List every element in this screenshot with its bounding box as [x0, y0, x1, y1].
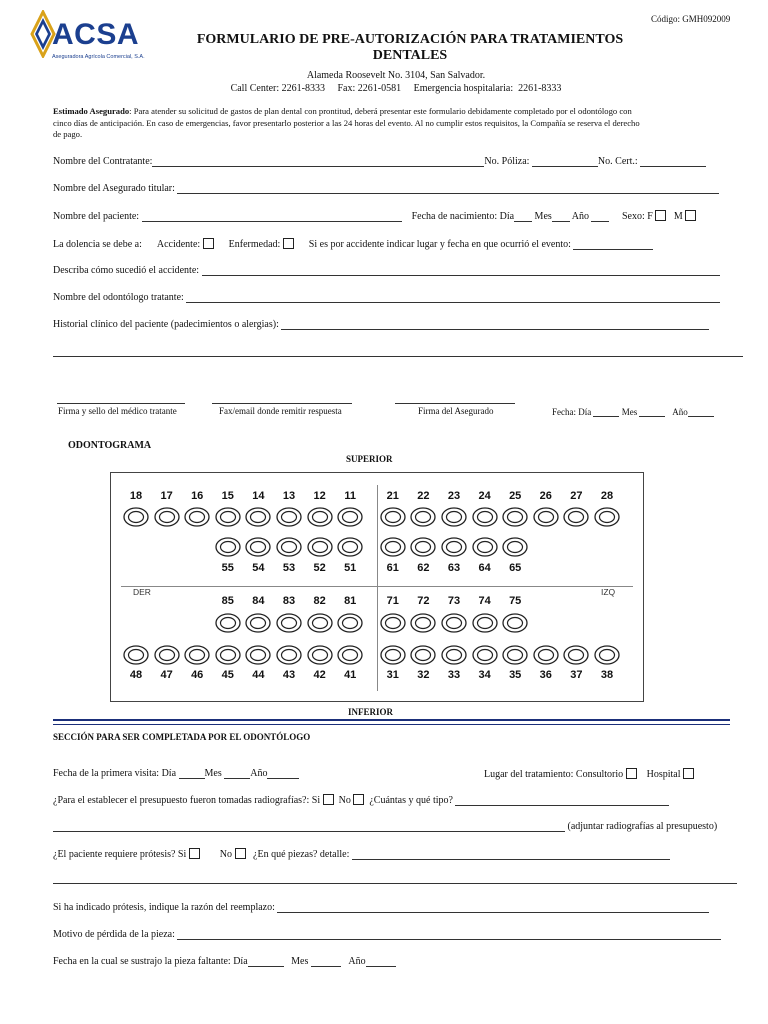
- inferior-label: INFERIOR: [348, 707, 394, 717]
- tooth-number-63: 63: [447, 562, 461, 574]
- sustrajo-mes-label: Mes: [291, 956, 309, 967]
- tooth-icon: [337, 645, 363, 665]
- tooth-number-38: 38: [600, 669, 614, 681]
- enfermedad-checkbox[interactable]: [283, 238, 294, 249]
- tooth-65[interactable]: [502, 537, 528, 557]
- tooth-number-37: 37: [570, 669, 583, 681]
- tooth-number-53: 53: [282, 562, 296, 574]
- tooth-63[interactable]: [441, 537, 467, 557]
- odontologo-label: Nombre del odontólogo tratante:: [53, 292, 184, 303]
- tooth-number-22: 22: [417, 490, 430, 502]
- motivo-label: Motivo de pérdida de la pieza:: [53, 929, 175, 940]
- sustrajo-anio-label: Año: [348, 956, 366, 967]
- nacimiento-mes-field[interactable]: [552, 211, 570, 222]
- tooth-number-65: 65: [509, 562, 522, 574]
- tooth-number-51: 51: [344, 562, 357, 574]
- tooth-icon: [307, 537, 333, 557]
- accidente-lugar-field[interactable]: [573, 239, 653, 250]
- tooth-icon: [472, 537, 498, 557]
- tooth-number-55: 55: [221, 562, 234, 574]
- primera-visita-label: Fecha de la primera visita: Día: [53, 768, 177, 779]
- tooth-icon: [337, 537, 363, 557]
- intro-lead: Estimado Asegurado: [53, 106, 130, 116]
- radiografias-label: ¿Para el establecer el presupuesto fueron tomadas radiografías?: Si: [53, 795, 321, 806]
- title-line-1: FORMULARIO DE PRE-AUTORIZACIÓN PARA TRATAMIENTOS: [196, 32, 624, 47]
- tooth-number-64: 64: [478, 562, 491, 574]
- tooth-number-14: 14: [252, 490, 265, 502]
- tooth-number-74: 74: [478, 595, 491, 607]
- tooth-icon: [337, 507, 363, 527]
- tooth-icon: [502, 537, 528, 557]
- odontogram-vertical-divider: [377, 485, 378, 691]
- tooth-icon: [502, 507, 528, 527]
- historial-field[interactable]: [281, 319, 709, 330]
- tooth-icon: [563, 507, 589, 527]
- tooth-number-41: 41: [344, 669, 357, 681]
- tooth-number-12: 12: [313, 490, 326, 502]
- tooth-11[interactable]: [337, 507, 363, 527]
- tooth-number-35: 35: [509, 669, 522, 681]
- cuantas-field[interactable]: [455, 795, 669, 806]
- tooth-icon: [410, 613, 436, 633]
- medico-sign-line[interactable]: [57, 403, 185, 404]
- tooth-number-81: 81: [344, 595, 357, 607]
- tooth-82[interactable]: [307, 613, 333, 633]
- tooth-icon: [594, 507, 620, 527]
- fecha-dia-field[interactable]: [593, 406, 619, 417]
- tooth-36[interactable]: [533, 645, 559, 665]
- sexo-label: Sexo: F: [621, 211, 653, 222]
- tooth-icon: [410, 537, 436, 557]
- logo-text: ACSA: [52, 18, 140, 51]
- tooth-17[interactable]: [154, 507, 180, 527]
- section-rule-bottom: [53, 724, 730, 725]
- motivo-field[interactable]: [177, 929, 721, 940]
- tooth-number-11: 11: [344, 490, 356, 502]
- accidente-lugar-label: Si es por accidente indicar lugar y fecha en que ocurrió el evento:: [308, 239, 571, 250]
- tooth-number-45: 45: [221, 669, 234, 681]
- fecha-anio-field[interactable]: [688, 406, 714, 417]
- tooth-number-32: 32: [417, 669, 430, 681]
- tooth-icon: [472, 613, 498, 633]
- tooth-18[interactable]: [123, 507, 149, 527]
- tooth-22[interactable]: [410, 507, 436, 527]
- razon-field[interactable]: [277, 902, 709, 913]
- tooth-number-72: 72: [417, 595, 430, 607]
- tooth-number-83: 83: [282, 595, 296, 607]
- tooth-number-46: 46: [191, 669, 204, 681]
- company-contacts: Call Center: 2261-8333 Fax: 2261-0581 Emergencia hospitalaria: 2261-8333: [230, 83, 562, 94]
- primera-visita-mes-field[interactable]: [224, 768, 250, 779]
- tooth-icon: [307, 645, 333, 665]
- tooth-54[interactable]: [245, 537, 271, 557]
- tooth-icon: [215, 507, 241, 527]
- sustrajo-anio-field[interactable]: [366, 956, 396, 967]
- titular-label: Nombre del Asegurado titular:: [53, 183, 175, 194]
- radiografias-no-label: No: [338, 795, 351, 806]
- tooth-icon: [594, 645, 620, 665]
- lugar-row: [484, 768, 694, 780]
- primera-visita-dia-field[interactable]: [179, 768, 205, 779]
- section-rule-top: [53, 719, 730, 721]
- tooth-icon: [123, 645, 149, 665]
- tooth-icon: [245, 507, 271, 527]
- intro-line-3: de pago.: [53, 129, 83, 139]
- tooth-31[interactable]: [380, 645, 406, 665]
- protesis-label: ¿El paciente requiere prótesis? Si: [53, 849, 187, 860]
- tooth-45[interactable]: [215, 645, 241, 665]
- tooth-number-31: 31: [386, 669, 399, 681]
- primera-visita-row: [53, 768, 299, 779]
- tooth-icon: [533, 507, 559, 527]
- sustrajo-mes-field[interactable]: [311, 956, 341, 967]
- tooth-number-43: 43: [282, 669, 296, 681]
- izq-label: IZQ: [601, 587, 616, 597]
- fecha-mes-label: Mes: [621, 407, 638, 417]
- primera-visita-mes-label: Mes: [204, 768, 222, 779]
- tooth-number-21: 21: [386, 490, 399, 502]
- tooth-number-36: 36: [539, 669, 552, 681]
- tooth-icon: [215, 645, 241, 665]
- razon-label: Si ha indicado prótesis, indique la razón del reemplazo:: [53, 902, 275, 913]
- tooth-number-15: 15: [221, 490, 234, 502]
- tooth-15[interactable]: [215, 507, 241, 527]
- tooth-61[interactable]: [380, 537, 406, 557]
- tooth-icon: [502, 645, 528, 665]
- tooth-number-85: 85: [221, 595, 234, 607]
- contratante-label: Nombre del Contratante:: [53, 156, 153, 167]
- tooth-44[interactable]: [245, 645, 271, 665]
- tooth-number-25: 25: [509, 490, 522, 502]
- nacimiento-dia-field[interactable]: [514, 211, 532, 222]
- tooth-number-73: 73: [447, 595, 461, 607]
- tooth-icon: [307, 613, 333, 633]
- tooth-number-52: 52: [313, 562, 326, 574]
- odontograma-title: ODONTOGRAMA: [68, 440, 152, 451]
- sexo-f-checkbox[interactable]: [655, 210, 666, 221]
- tooth-72[interactable]: [410, 613, 436, 633]
- tooth-icon: [276, 507, 302, 527]
- tooth-25[interactable]: [502, 507, 528, 527]
- tooth-icon: [307, 507, 333, 527]
- protesis-row: [53, 848, 670, 860]
- asegurado-sign-label: Firma del Asegurado: [418, 406, 494, 416]
- nacimiento-anio-label: Año: [571, 211, 589, 222]
- tooth-number-23: 23: [447, 490, 461, 502]
- odontologo-row: [53, 292, 720, 303]
- tooth-number-44: 44: [252, 669, 265, 681]
- tooth-24[interactable]: [472, 507, 498, 527]
- tooth-icon: [276, 645, 302, 665]
- tooth-12[interactable]: [307, 507, 333, 527]
- tooth-number-54: 54: [252, 562, 265, 574]
- lugar-label: Lugar del tratamiento: Consultorio: [484, 769, 624, 780]
- tooth-number-48: 48: [129, 669, 143, 681]
- tooth-number-61: 61: [386, 562, 399, 574]
- cuantas-label: ¿Cuántas y qué tipo?: [369, 795, 453, 806]
- nacimiento-label: Fecha de nacimiento: Día: [411, 211, 515, 222]
- dolencia-label: La dolencia se debe a:: [53, 239, 142, 250]
- paciente-row: [53, 210, 696, 222]
- razon-row: [53, 902, 709, 913]
- contratante-row: [53, 156, 706, 167]
- adjuntar-label: (adjuntar radiografías al presupuesto): [567, 821, 718, 832]
- tooth-icon: [380, 645, 406, 665]
- tooth-icon: [472, 645, 498, 665]
- contratante-field[interactable]: [152, 156, 484, 167]
- tooth-64[interactable]: [472, 537, 498, 557]
- tooth-74[interactable]: [472, 613, 498, 633]
- nacimiento-anio-field[interactable]: [591, 211, 609, 222]
- tooth-icon: [276, 613, 302, 633]
- tooth-23[interactable]: [441, 507, 467, 527]
- tooth-42[interactable]: [307, 645, 333, 665]
- tooth-53[interactable]: [276, 537, 302, 557]
- odontogram-chart: [110, 472, 644, 702]
- tooth-83[interactable]: [276, 613, 302, 633]
- tooth-14[interactable]: [245, 507, 271, 527]
- superior-label: SUPERIOR: [346, 454, 393, 464]
- hospital-checkbox[interactable]: [683, 768, 694, 779]
- tooth-75[interactable]: [502, 613, 528, 633]
- tooth-number-28: 28: [600, 490, 614, 502]
- tooth-52[interactable]: [307, 537, 333, 557]
- tooth-number-34: 34: [478, 669, 491, 681]
- radiografias-si-checkbox[interactable]: [323, 794, 334, 805]
- poliza-field[interactable]: [532, 156, 598, 167]
- tooth-number-16: 16: [191, 490, 204, 502]
- radiografias-no-checkbox[interactable]: [353, 794, 364, 805]
- piezas-field[interactable]: [352, 849, 670, 860]
- fax-sign-label: Fax/email donde remitir respuesta: [219, 406, 342, 416]
- medico-sign-label: Firma y sello del médico tratante: [58, 406, 177, 416]
- tooth-icon: [337, 613, 363, 633]
- protesis-si-checkbox[interactable]: [189, 848, 200, 859]
- primera-visita-anio-label: Año: [250, 768, 268, 779]
- tooth-icon: [245, 613, 271, 633]
- tooth-number-82: 82: [313, 595, 326, 607]
- tooth-33[interactable]: [441, 645, 467, 665]
- tooth-icon: [563, 645, 589, 665]
- protesis-no-label: No: [219, 849, 233, 860]
- historial-row: [53, 319, 709, 330]
- tooth-84[interactable]: [245, 613, 271, 633]
- tooth-number-13: 13: [282, 490, 296, 502]
- odontogram-horizontal-divider: [121, 586, 633, 587]
- tooth-icon: [123, 507, 149, 527]
- accidente-checkbox[interactable]: [203, 238, 214, 249]
- der-label: DER: [133, 587, 151, 597]
- tooth-number-84: 84: [252, 595, 265, 607]
- tooth-icon: [380, 613, 406, 633]
- tooth-number-26: 26: [539, 490, 552, 502]
- tooth-number-17: 17: [160, 490, 173, 502]
- describa-row: [53, 265, 720, 276]
- tooth-27[interactable]: [563, 507, 589, 527]
- tooth-icon: [154, 507, 180, 527]
- fax-sign-line[interactable]: [212, 403, 352, 404]
- tooth-icon: [441, 613, 467, 633]
- fecha-anio-label: Año: [672, 407, 688, 417]
- tooth-13[interactable]: [276, 507, 302, 527]
- tooth-icon: [472, 507, 498, 527]
- tooth-37[interactable]: [563, 645, 589, 665]
- tooth-71[interactable]: [380, 613, 406, 633]
- tooth-28[interactable]: [594, 507, 620, 527]
- tooth-icon: [184, 507, 210, 527]
- tooth-35[interactable]: [502, 645, 528, 665]
- tooth-icon: [441, 645, 467, 665]
- tooth-icon: [441, 507, 467, 527]
- hospital-label: Hospital: [646, 769, 681, 780]
- tooth-43[interactable]: [276, 645, 302, 665]
- sustrajo-label: Fecha en la cual se sustrajo la pieza faltante: Día: [53, 956, 248, 967]
- tooth-number-42: 42: [313, 669, 326, 681]
- titular-row: [53, 183, 719, 194]
- tooth-38[interactable]: [594, 645, 620, 665]
- titular-field[interactable]: [177, 183, 719, 194]
- tooth-icon: [154, 645, 180, 665]
- tooth-number-24: 24: [478, 490, 491, 502]
- logo-subtitle: Aseguradora Agrícola Comercial, S.A.: [52, 54, 145, 60]
- tooth-icon: [184, 645, 210, 665]
- tooth-81[interactable]: [337, 613, 363, 633]
- tooth-number-47: 47: [160, 669, 173, 681]
- tooth-73[interactable]: [441, 613, 467, 633]
- paciente-field[interactable]: [142, 211, 402, 222]
- tooth-21[interactable]: [380, 507, 406, 527]
- enfermedad-label: Enfermedad:: [228, 239, 281, 250]
- cert-field[interactable]: [640, 156, 706, 167]
- tooth-number-75: 75: [509, 595, 522, 607]
- radiografias-row: [53, 794, 669, 806]
- poliza-label: No. Póliza:: [484, 156, 530, 167]
- tooth-62[interactable]: [410, 537, 436, 557]
- tooth-51[interactable]: [337, 537, 363, 557]
- tooth-34[interactable]: [472, 645, 498, 665]
- tooth-41[interactable]: [337, 645, 363, 665]
- tooth-number-33: 33: [447, 669, 461, 681]
- motivo-row: [53, 929, 721, 940]
- describa-label: Describa cómo sucedió el accidente:: [53, 265, 200, 276]
- cert-label: No. Cert.:: [597, 156, 638, 167]
- fecha-sign-label: Fecha: Día: [552, 407, 592, 417]
- tooth-icon: [380, 537, 406, 557]
- title-line-2: DENTALES: [372, 48, 448, 63]
- describa-field[interactable]: [202, 265, 720, 276]
- tooth-85[interactable]: [215, 613, 241, 633]
- radiografias-detalle-field[interactable]: [53, 821, 565, 832]
- company-logo: [30, 10, 150, 62]
- protesis-no-checkbox[interactable]: [235, 848, 246, 859]
- piezas-label: ¿En qué piezas? detalle:: [253, 849, 350, 860]
- tooth-icon: [245, 645, 271, 665]
- sustrajo-dia-field[interactable]: [248, 956, 284, 967]
- form-title: [150, 32, 670, 64]
- intro-line-2: cinco días de anticipación. En caso de emergencias, favor presentarlo posterior a las 24 horas del evento. Al no cumplir estos requisitos, la Compañía se reserva el derecho: [53, 117, 640, 128]
- fecha-mes-field[interactable]: [639, 406, 665, 417]
- tooth-16[interactable]: [184, 507, 210, 527]
- tooth-number-62: 62: [417, 562, 430, 574]
- tooth-48[interactable]: [123, 645, 149, 665]
- intro-paragraph: [53, 106, 743, 141]
- sexo-m-label: M: [673, 211, 683, 222]
- tooth-icon: [410, 645, 436, 665]
- nacimiento-mes-label: Mes: [534, 211, 552, 222]
- historial-field-2[interactable]: [53, 356, 743, 357]
- tooth-47[interactable]: [154, 645, 180, 665]
- odontologo-field[interactable]: [186, 292, 720, 303]
- piezas-field-2[interactable]: [53, 883, 737, 884]
- tooth-55[interactable]: [215, 537, 241, 557]
- tooth-icon: [215, 613, 241, 633]
- adjuntar-row: [53, 821, 717, 832]
- asegurado-sign-line[interactable]: [395, 403, 515, 404]
- sustrajo-row: [53, 956, 396, 967]
- tooth-number-71: 71: [386, 595, 399, 607]
- fecha-sign-row: [552, 406, 714, 417]
- tooth-46[interactable]: [184, 645, 210, 665]
- tooth-icon: [380, 507, 406, 527]
- sexo-m-checkbox[interactable]: [685, 210, 696, 221]
- historial-label: Historial clínico del paciente (padecimientos o alergias):: [53, 319, 279, 330]
- company-address: Alameda Roosevelt No. 3104, San Salvador.: [306, 70, 486, 81]
- tooth-number-27: 27: [570, 490, 583, 502]
- paciente-label: Nombre del paciente:: [53, 211, 140, 222]
- consultorio-checkbox[interactable]: [626, 768, 637, 779]
- accidente-label: Accidente:: [156, 239, 201, 250]
- tooth-icon: [410, 507, 436, 527]
- tooth-icon: [215, 537, 241, 557]
- form-code: Código: GMH092009: [651, 14, 731, 24]
- odontologo-section-title: SECCIÓN PARA SER COMPLETADA POR EL ODONTÓLOGO: [53, 732, 311, 742]
- dolencia-row: [53, 238, 653, 250]
- intro-line-1: : Para atender su solicitud de gastos de plan dental con prontitud, deberá presentar este formulario debidamente completado por el odontólogo con: [129, 106, 632, 116]
- tooth-icon: [533, 645, 559, 665]
- tooth-icon: [502, 613, 528, 633]
- tooth-26[interactable]: [533, 507, 559, 527]
- tooth-number-18: 18: [129, 490, 143, 502]
- tooth-icon: [441, 537, 467, 557]
- tooth-icon: [245, 537, 271, 557]
- tooth-icon: [276, 537, 302, 557]
- primera-visita-anio-field[interactable]: [267, 768, 299, 779]
- tooth-32[interactable]: [410, 645, 436, 665]
